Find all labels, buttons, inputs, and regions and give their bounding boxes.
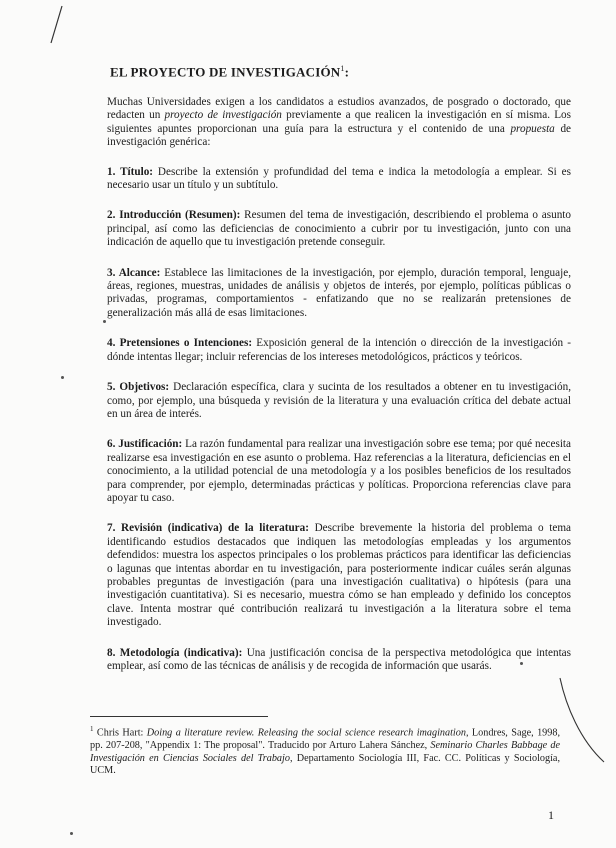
page-title [110, 64, 530, 80]
footnote-text: , Departamento Sociología III, Fac. CC. Políticas y Sociología, UCM. [90, 752, 560, 777]
speck-mark [61, 376, 64, 379]
body-content [107, 96, 571, 690]
section-text: Una justificación concisa de la perspectiva metodológica que intentas emplear, así como de las técnicas de análisis y de recogida de información que usarás. [107, 646, 571, 672]
section-text: Declaración específica, clara y sucinta de los resultados a obtener en tu investigación, como, por ejemplo, una búsqueda y revisión de la literatura y una evaluación crítica del debate actual en un área de interés. [107, 381, 572, 420]
intro-emphasis: proyecto de investigación [164, 109, 282, 122]
section-introduccion [107, 209, 571, 249]
section-heading: 5. Objetivos: [107, 381, 170, 394]
intro-text: previamente a que realicen la investigación en sí misma. Los siguientes apuntes proporcionan una guía para la estructura y el contenido de una [107, 109, 572, 135]
section-text: Exposición general de la intención o dirección de la investigación - dónde intentas llegar; incluir referencias de los intereses metodológicos, prácticos y teóricos. [107, 337, 571, 363]
section-text: Describe la extensión y profundidad del tema e indica la metodología a emplear. Si es necesario usar un título y un subtítulo. [107, 165, 571, 192]
section-pretensiones [107, 337, 571, 364]
footnote-text: Chris Hart: [93, 727, 147, 739]
section-alcance [107, 267, 571, 321]
section-text: Describe brevemente la historia del problema o tema identificando estudios destacados que indiquen las metodologías empleadas y los argumentos defendidos: muestra los aspectos principales o los problemas prácticos para identificar las deficiencias o lagunas que intentas abordar en tu investigación, para posteriormente indicar cuáles serán algunas probables preguntas de investigación (para una investigación cualitativa) o hipótesis (para una investigación cuantitativa). Si es necesario, muestra cómo se han empleado y definido los conceptos clave. Intenta mostrar qué contribución realizará tu investigación a la literatura sobre el tema investigado. [107, 522, 571, 629]
section-heading: 6. Justificación: [107, 438, 183, 451]
footnote-divider [90, 716, 268, 717]
section-revision [107, 522, 571, 629]
intro-emphasis: propuesta [510, 122, 555, 135]
section-heading: 3. Alcance: [107, 266, 161, 279]
section-metodologia [107, 647, 571, 674]
pen-curve-mark [556, 676, 608, 764]
speck-mark [70, 832, 73, 835]
section-heading: 1. Título: [107, 165, 154, 178]
pen-stroke-mark [48, 5, 64, 45]
intro-text: de investigación genérica: [107, 122, 571, 149]
footnote [90, 723, 560, 778]
footnote-text: , Londres, Sage, 1998, pp. 207-208, "Appendix 1: The proposal". Traducido por Arturo Lahera Sánchez, [90, 727, 560, 751]
section-titulo [107, 166, 571, 193]
section-objetivos [107, 381, 571, 421]
footnote-book-title: Doing a literature review. Releasing the social science research imagination [146, 727, 466, 739]
footnote-seminar-title: Seminario Charles Babbage de Investigación en Ciencias Sociales del Trabajo [90, 739, 560, 764]
intro-text: Muchas Universidades exigen a los candidatos a estudios avanzados, de posgrado o doctorado, que redacten un [107, 96, 571, 122]
speck-mark [103, 320, 106, 323]
section-heading: 7. Revisión (indicativa) de la literatura: [107, 522, 309, 535]
section-text: Resumen del tema de investigación, describiendo el problema o asunto principal, así como las deficiencias de conocimiento a cubrir por tu investigación, junto con una indicación de aquello que tu investigación pretende conseguir. [107, 209, 572, 249]
footnote-marker: 1 [90, 725, 94, 733]
section-heading: 2. Introducción (Resumen): [107, 209, 241, 222]
title-footnote-marker: 1 [340, 64, 345, 73]
section-justificacion [107, 438, 571, 505]
title-text: EL PROYECTO DE INVESTIGACIÓN [110, 64, 341, 80]
title-colon: : [344, 64, 350, 80]
section-heading: 8. Metodología (indicativa): [107, 646, 243, 659]
section-heading: 4. Pretensiones o Intenciones: [107, 337, 253, 350]
page-number: 1 [548, 808, 554, 822]
section-text: Establece las limitaciones de la investigación, por ejemplo, duración temporal, lenguaje, áreas, regiones, muestras, unidades de análisis y objetos de interés, por ejemplo, políticas públicas o privadas, programas, comportamientos - enfatizando que no se realizarán pretensiones de generalización más allá de esas limitaciones. [107, 266, 571, 319]
section-text: La razón fundamental para realizar una investigación sobre ese tema; por qué necesita realizarse esa investigación en ese asunto o problema. Haz referencias a la literatura, deficiencias en el conocimiento, a la utilidad potencial de una metodología y a los posibles beneficios de los resultados para comprender, por ejemplo, determinadas prácticas y políticas. Proporciona referencias clave para apoyar tu caso. [107, 438, 571, 504]
intro-paragraph [107, 96, 571, 150]
